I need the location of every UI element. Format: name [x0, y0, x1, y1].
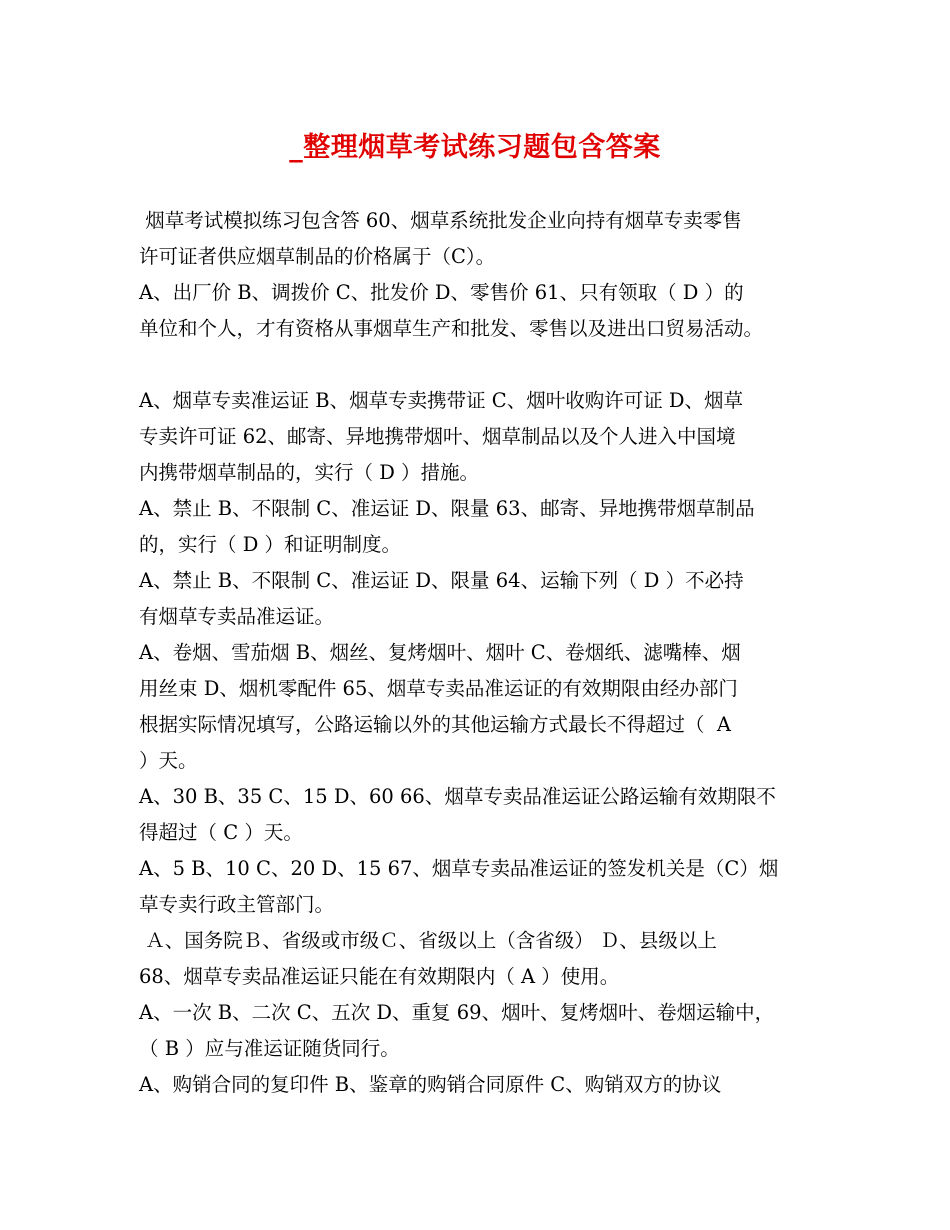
text-line: 内携带烟草制品的，实行（ D ）措施。: [139, 461, 480, 484]
text-line: 许可证者供应烟草制品的价格属于（C）。: [139, 245, 496, 268]
text-line: A、5 B、10 C、20 D、15 67、烟草专卖品准运证的签发机关是（C）烟: [139, 857, 779, 880]
text-line: A、出厂价 B、调拨价 C、批发价 D、零售价 61、只有领取（ D ）的: [139, 281, 744, 304]
document-body: [139, 203, 819, 1103]
text-line: ）天。: [139, 749, 198, 772]
text-line: 单位和个人，才有资格从事烟草生产和批发、零售以及进出口贸易活动。: [139, 317, 764, 340]
document-title: _整理烟草考试练习题包含答案: [289, 132, 661, 163]
text-line: 的，实行（ D ）和证明制度。: [139, 533, 402, 556]
text-line: A、一次 B、二次 C、五次 D、重复 69、烟叶、复烤烟叶、卷烟运输中，: [139, 1001, 775, 1024]
text-line: A、禁止 B、不限制 C、准运证 D、限量 64、运输下列（ D ）不必持: [139, 569, 744, 592]
text-line: A、购销合同的复印件 B、鉴章的购销合同原件 C、购销双方的协议: [139, 1073, 722, 1096]
blank-line: [139, 347, 819, 383]
text-line: A、禁止 B、不限制 C、准运证 D、限量 63、邮寄、异地携带烟草制品: [139, 497, 755, 520]
text-line: 根据实际情况填写，公路运输以外的其他运输方式最长不得超过（ A: [139, 713, 731, 736]
text-line: 专卖许可证 62、邮寄、异地携带烟叶、烟草制品以及个人进入中国境: [139, 425, 736, 448]
text-line: 草专卖行政主管部门。: [139, 893, 335, 916]
text-line: 用丝束 D、烟机零配件 65、烟草专卖品准运证的有效期限由经办部门: [139, 677, 738, 700]
text-line: A、卷烟、雪茄烟 B、烟丝、复烤烟叶、烟叶 C、卷烟纸、滤嘴棒、烟: [139, 641, 741, 664]
text-line: A、烟草专卖准运证 B、烟草专卖携带证 C、烟叶收购许可证 D、烟草: [139, 389, 744, 412]
text-line: 得超过（ C ）天。: [139, 821, 303, 844]
text-line: 有烟草专卖品准运证。: [139, 605, 335, 628]
text-line: A、30 B、35 C、15 D、60 66、烟草专卖品准运证公路运输有效期限不: [139, 785, 776, 808]
text-line: （ B ）应与准运证随货同行。: [139, 1037, 400, 1060]
text-line: 68、烟草专卖品准运证只能在有效期限内（ A ）使用。: [139, 965, 620, 988]
text-line: Ａ、国务院Ｂ、省级或市级Ｃ、省级以上（含省级） Ｄ、县级以上: [139, 929, 717, 952]
text-line: 烟草考试模拟练习包含答 60、烟草系统批发企业向持有烟草专卖零售: [139, 209, 742, 232]
